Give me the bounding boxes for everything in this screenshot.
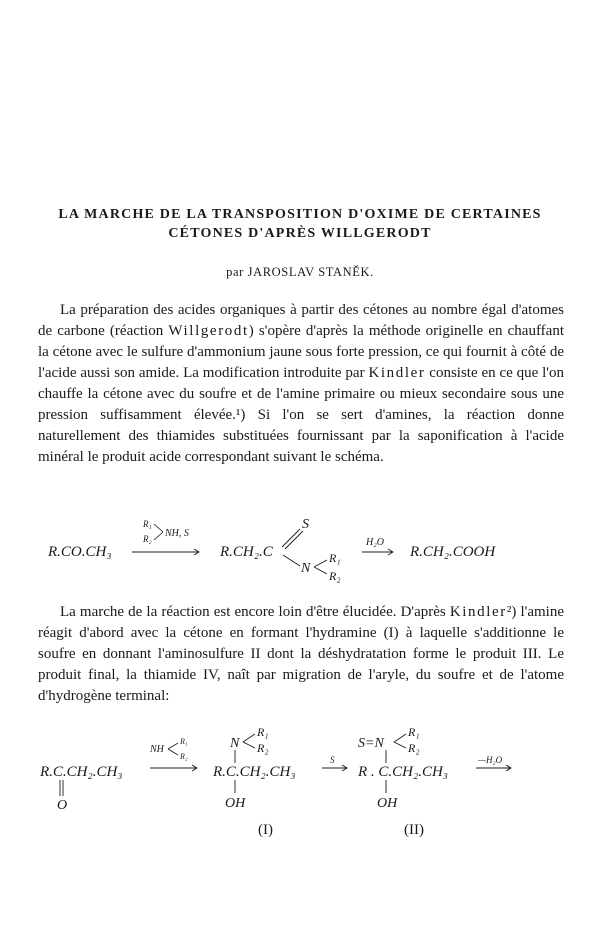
s2-amine-nh: NH [150, 744, 164, 755]
p2-name-kindler: Kindler [449, 604, 507, 620]
title-line-1: LA MARCHE DE LA TRANSPOSITION D'OXIME DE CERTAINES [58, 207, 542, 222]
p2-text-a: La marche de la réaction est encore loin d'être élucidée. D'après [60, 604, 450, 620]
s1-reagent-r2: R₂ [143, 534, 152, 544]
s2-amine-r1: R₁ [180, 737, 188, 746]
s1-bond-lower [154, 532, 163, 540]
s2-i-n: N [230, 736, 240, 751]
article-title [30, 205, 570, 243]
p1-text-a: La préparation des acides organiques à partir des cétones au nombre égal d'atomes de carbone (réaction [38, 302, 564, 339]
s1-thiamide-main: R.CH₂.C [220, 544, 273, 560]
reaction-scheme-1 [0, 512, 600, 592]
s1-thiamide-r2: R₂ [329, 569, 341, 583]
paragraph-2 [38, 602, 564, 707]
s2-ii-r1: R₁ [408, 725, 420, 739]
s1-bond-upper [154, 524, 163, 532]
s1-cs-bond-a [282, 529, 300, 547]
s2-s-arrow-label: S [330, 755, 335, 765]
reaction-scheme-2 [0, 722, 600, 832]
p1-name-kindler: Kindler [368, 365, 426, 381]
s2-amine-r2: R₂ [180, 752, 188, 761]
s1-reactant: R.CO.CH₃ [48, 544, 112, 560]
compound-label-i: (I) [258, 822, 273, 838]
s1-condition: H₂O [366, 537, 384, 548]
compound-label-ii: (II) [404, 822, 424, 838]
s1-reagent-nh: NH, S [165, 528, 189, 539]
s1-thiamide-r1: R₁ [329, 551, 341, 565]
s2-i-r1: R₁ [257, 725, 269, 739]
p2-text-b: ²) l'amine réagit d'abord avec la cétone en formant l'hydramine (I) à laquelle s'additionne le soufre en donnant l'aminosulfure II dont la déshydratation forme le produit III. Le produit final, la thiamide IV, naît par migration de l'aryle, du soufre et de l'atome d'hydrogène terminal: [38, 604, 564, 704]
author-line: par JAROSLAV STANĚK. [226, 265, 374, 279]
s1-cn-bond [283, 555, 300, 566]
p1-text-c: consiste en ce que l'on chauffe la cétone avec du soufre et de l'amine primaire ou mieux secondaire sous une pression suffisamment élevée.¹) Si l'on se sert d'amines, la réaction donne naturellement des thiamides substituées fournissant par la saponification à l'acide minéral le produit acide correspondant suivant le schéma. [38, 365, 565, 465]
s2-ii-oh: OH [377, 796, 398, 811]
s2-ii-sn: S=N [358, 736, 384, 751]
s1-thiamide-s: S [302, 517, 309, 532]
p1-name-willgerodt: Willgerodt [168, 323, 249, 339]
s2-ii-main: R . C.CH₂.CH₃ [358, 764, 449, 780]
s2-ii-r2: R₂ [408, 741, 420, 755]
title-line-2: CÉTONES D'APRÈS WILLGERODT [168, 226, 432, 241]
paragraph-1 [38, 300, 564, 468]
s2-water-label: —H₂O [478, 755, 503, 765]
s1-cs-bond-b [285, 531, 303, 549]
p1-text-b: ) s'opère d'après la méthode originelle en chauffant la cétone avec le sulfure d'ammonium jaune sous forte pression, ce qui fournit à côté de l'acide aussi son amide. La modification introduite par [38, 323, 564, 381]
s2-i-main: R.C.CH₂.CH₃ [213, 764, 296, 780]
s2-i-oh: OH [225, 796, 246, 811]
s2-ketone-o: O [57, 798, 68, 813]
s1-product: R.CH₂.COOH [410, 544, 496, 560]
s2-ketone: R.C.CH₂.CH₃ [40, 764, 123, 780]
s1-thiamide-n: N [301, 561, 311, 576]
s1-reagent-r1: R₁ [143, 519, 152, 529]
s2-i-r2: R₂ [257, 741, 269, 755]
